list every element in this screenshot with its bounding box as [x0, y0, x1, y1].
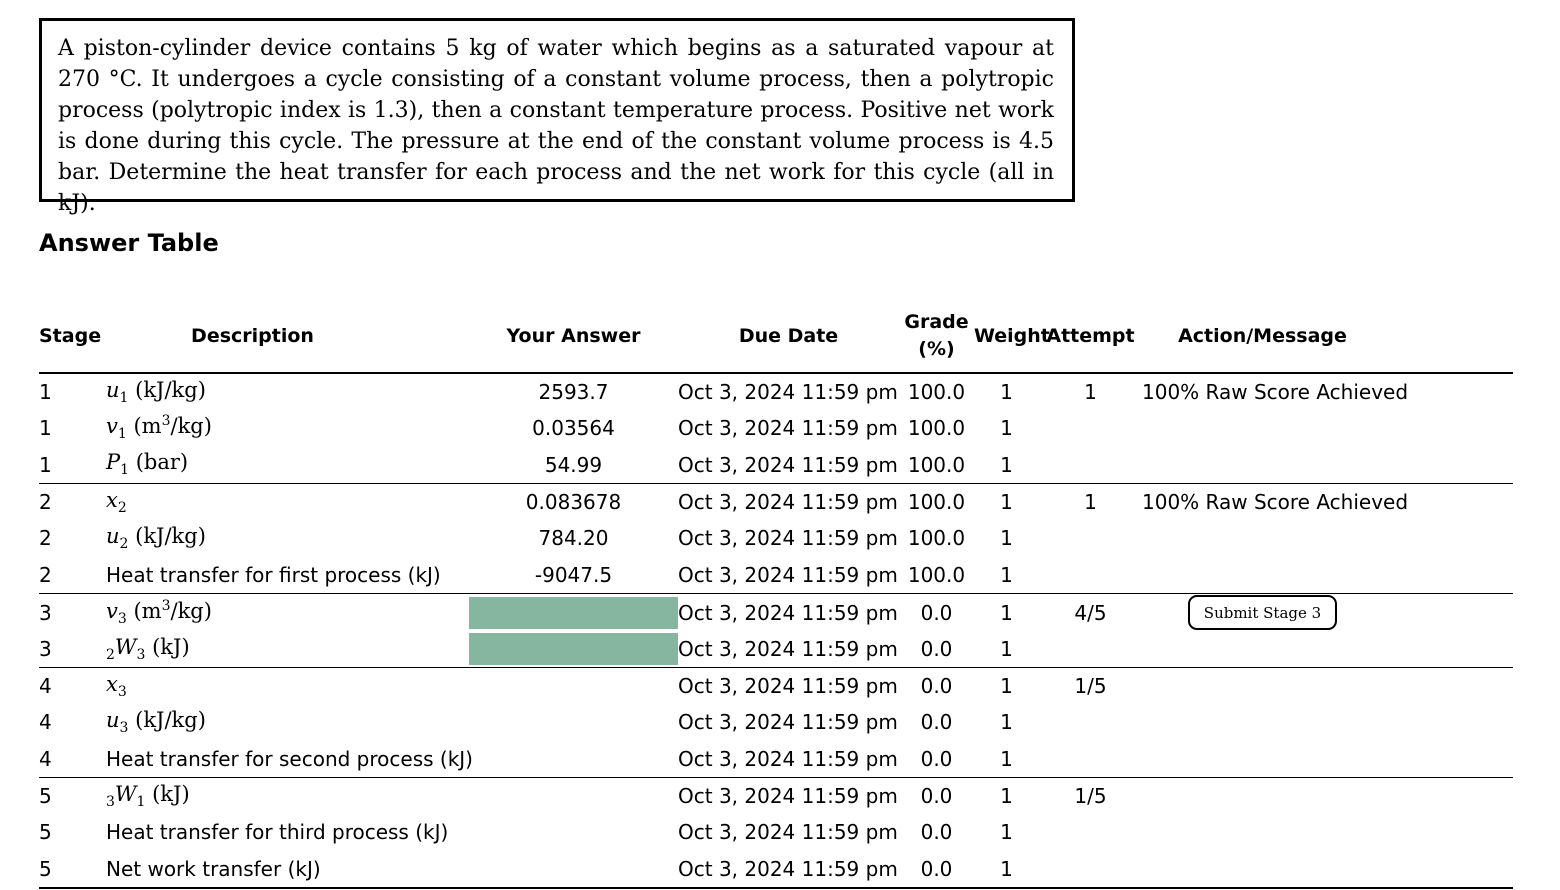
grade-cell: 0.0	[920, 637, 953, 661]
description-cell	[106, 520, 469, 556]
weight-cell: 1	[1000, 710, 1013, 734]
action-message-cell	[1142, 814, 1383, 850]
due-date-cell: Oct 3, 2024 11:59 pm	[678, 637, 898, 661]
description-subscript: 1	[120, 462, 130, 479]
your-answer-cell	[469, 814, 678, 850]
description-cell	[106, 704, 469, 740]
weight-cell: 1	[1000, 452, 1013, 477]
description-variable: x	[106, 671, 118, 696]
table-row	[39, 446, 1513, 484]
action-message-cell	[1142, 556, 1383, 594]
description-cell	[106, 410, 469, 446]
due-date-cell: Oct 3, 2024 11:59 pm	[678, 416, 898, 440]
description-math	[106, 781, 190, 811]
attempt-cell	[1039, 704, 1142, 740]
table-header-row	[39, 300, 1513, 373]
action-message-cell	[1142, 631, 1383, 668]
attempt-cell	[1039, 556, 1142, 594]
action-message-cell: 100% Raw Score Achieved	[1142, 484, 1383, 521]
stage-cell: 5	[39, 778, 106, 815]
weight-cell: 1	[974, 594, 1039, 632]
due-date-cell: Oct 3, 2024 11:59 pm	[678, 746, 898, 771]
due-date-cell: Oct 3, 2024 11:59 pm	[678, 710, 898, 734]
weight-cell: 1	[1000, 820, 1013, 844]
your-answer-cell: 0.03564	[532, 416, 615, 440]
stage-cell: 4	[39, 710, 52, 734]
description-subscript: 2	[119, 536, 129, 553]
table-row	[39, 410, 1513, 446]
description-cell: Heat transfer for first process (kJ)	[106, 562, 441, 587]
weight-cell: 1	[974, 850, 1039, 888]
header-stage: Stage	[39, 324, 102, 347]
due-date-cell: Oct 3, 2024 11:59 pm	[678, 820, 898, 844]
attempt-cell	[1039, 446, 1142, 484]
description-superscript: 3	[161, 413, 171, 430]
header-action-message: Action/Message	[1178, 324, 1347, 347]
stage-cell: 4	[39, 746, 52, 771]
description-subscript: 3	[117, 684, 127, 701]
description-subscript: 2	[117, 500, 127, 517]
problem-statement-text: A piston-cylinder device contains 5 kg of water which begins as a saturated vapour at 270 °C. It undergoes a cycle consisting of a constant volume process, then a polytropic process (polytropic index is 1.3), then a constant temperature process. Positive net work is done during this cycle. The pressure at the end of the constant volume process is 4.5 bar. Determine the heat transfer for each process and the net work for this cycle (all in kJ).	[58, 36, 1054, 216]
description-cell: Heat transfer for second process (kJ)	[106, 746, 473, 771]
description-unit-tail: /kg)	[170, 598, 212, 623]
spacer-cell	[1383, 410, 1513, 446]
attempt-cell	[1039, 850, 1142, 888]
description-unit: (kJ)	[145, 634, 190, 659]
grade-cell: 0.0	[920, 746, 953, 771]
weight-cell: 1	[1000, 526, 1013, 550]
your-answer-cell	[469, 850, 678, 888]
grade-cell: 0.0	[899, 668, 974, 705]
description-variable: W	[114, 634, 137, 659]
description-math	[106, 450, 189, 479]
description-math	[106, 487, 127, 517]
spacer-cell	[1383, 814, 1513, 850]
attempt-cell: 1/5	[1039, 778, 1142, 815]
header-attempt: Attempt	[1046, 324, 1135, 347]
action-message-cell[interactable]	[1142, 594, 1383, 632]
weight-cell: 1	[974, 668, 1039, 705]
your-answer-cell: 0.083678	[469, 484, 678, 521]
description-variable: v	[106, 414, 118, 439]
description-cell	[106, 594, 469, 632]
weight-cell: 1	[974, 778, 1039, 815]
header-weight: Weight	[974, 324, 1050, 347]
due-date-cell: Oct 3, 2024 11:59 pm	[678, 452, 898, 477]
table-row	[39, 520, 1513, 556]
grade-cell: 100.0	[907, 416, 966, 440]
description-unit-tail: /kg)	[170, 414, 212, 439]
description-subscript: 3	[117, 611, 127, 628]
your-answer-cell: 54.99	[544, 452, 603, 477]
description-math	[106, 597, 212, 628]
description-cell: Heat transfer for third process (kJ)	[106, 820, 449, 844]
stage-cell: 2	[39, 484, 106, 521]
your-answer-cell	[469, 778, 678, 815]
description-subscript: 3	[119, 720, 129, 737]
weight-cell: 1	[1000, 416, 1013, 440]
attempt-cell	[1039, 814, 1142, 850]
action-message-cell	[1142, 520, 1383, 556]
action-message-cell	[1142, 850, 1383, 888]
due-date-cell: Oct 3, 2024 11:59 pm	[678, 668, 899, 705]
your-answer-cell[interactable]	[469, 631, 678, 668]
header-description: Description	[191, 324, 314, 347]
description-unit: (kJ/kg)	[128, 707, 206, 732]
description-subscript: 1	[136, 794, 146, 811]
description-variable: u	[106, 377, 120, 402]
description-subscript: 1	[119, 390, 129, 407]
weight-cell: 1	[974, 484, 1039, 521]
stage-cell: 2	[39, 562, 52, 587]
your-answer-cell: -9047.5	[534, 562, 613, 587]
action-message-cell	[1142, 668, 1383, 705]
due-date-cell: Oct 3, 2024 11:59 pm	[678, 526, 898, 550]
spacer-cell	[1383, 740, 1513, 778]
spacer-cell	[1383, 668, 1513, 705]
grade-cell: 100.0	[907, 526, 966, 550]
stage-cell: 1	[39, 416, 52, 440]
due-date-cell: Oct 3, 2024 11:59 pm	[678, 778, 899, 815]
spacer-cell	[1383, 850, 1513, 888]
action-message-cell	[1142, 778, 1383, 815]
answer-table-title: Answer Table	[39, 229, 219, 257]
spacer-cell	[1383, 704, 1513, 740]
grade-cell: 0.0	[899, 778, 974, 815]
table-row	[39, 594, 1513, 632]
description-math	[106, 634, 190, 664]
description-math	[106, 413, 212, 443]
spacer-cell	[1383, 631, 1513, 668]
due-date-cell: Oct 3, 2024 11:59 pm	[678, 594, 899, 632]
table-row	[39, 484, 1513, 521]
description-unit: (m	[126, 598, 162, 623]
table-row	[39, 850, 1513, 888]
answer-table	[39, 300, 1513, 889]
header-your-answer: Your Answer	[506, 324, 641, 347]
your-answer-cell[interactable]	[469, 594, 678, 632]
description-unit: (kJ/kg)	[128, 523, 206, 548]
description-cell	[106, 484, 469, 521]
description-variable: u	[106, 523, 120, 548]
weight-cell: 1	[1000, 637, 1013, 661]
your-answer-cell: 784.20	[538, 526, 609, 550]
attempt-cell: 1	[1084, 380, 1097, 404]
your-answer-cell	[469, 704, 678, 740]
table-row	[39, 814, 1513, 850]
grade-cell: 100.0	[907, 380, 966, 404]
due-date-cell: Oct 3, 2024 11:59 pm	[678, 850, 899, 888]
description-cell: Net work transfer (kJ)	[106, 850, 469, 888]
attempt-cell: 1/5	[1039, 668, 1142, 705]
attempt-cell	[1039, 410, 1142, 446]
description-cell	[106, 373, 469, 410]
description-unit: (m	[126, 414, 162, 439]
grade-cell: 0.0	[920, 820, 953, 844]
grade-cell: 100.0	[907, 452, 966, 477]
description-cell	[106, 668, 469, 705]
your-answer-cell	[469, 668, 678, 705]
stage-cell: 5	[39, 850, 106, 888]
header-grade: Grade (%)	[904, 311, 969, 360]
your-answer-cell	[469, 740, 678, 778]
submit-stage-3-button[interactable]: Submit Stage 3	[1188, 595, 1337, 630]
description-cell	[106, 631, 469, 668]
description-math	[106, 523, 206, 553]
description-unit: (kJ/kg)	[128, 377, 206, 402]
due-date-cell: Oct 3, 2024 11:59 pm	[678, 484, 899, 521]
grade-cell: 0.0	[899, 850, 974, 888]
description-unit: (kJ)	[145, 781, 190, 806]
description-superscript: 3	[161, 597, 171, 614]
stage-cell: 4	[39, 668, 106, 705]
spacer-cell	[1383, 556, 1513, 594]
grade-cell: 100.0	[907, 562, 966, 587]
spacer-cell	[1383, 778, 1513, 815]
table-row	[39, 704, 1513, 740]
description-variable: x	[106, 487, 118, 512]
stage-cell: 1	[39, 452, 52, 477]
grade-cell: 100.0	[899, 484, 974, 521]
attempt-cell	[1039, 740, 1142, 778]
stage-cell: 3	[39, 637, 52, 661]
weight-cell: 1	[1000, 746, 1013, 771]
description-cell	[106, 446, 469, 484]
header-due-date: Due Date	[738, 324, 839, 347]
action-message-cell	[1142, 410, 1383, 446]
description-math	[106, 707, 206, 737]
header-spacer	[1383, 300, 1513, 373]
action-message-cell	[1142, 704, 1383, 740]
stage-cell: 5	[39, 820, 52, 844]
problem-statement-box	[39, 18, 1075, 216]
attempt-cell: 4/5	[1039, 594, 1142, 632]
stage-cell: 2	[39, 526, 52, 550]
table-row	[39, 373, 1513, 410]
grade-cell: 0.0	[899, 594, 974, 632]
action-message-cell	[1142, 446, 1383, 484]
answer-input[interactable]	[469, 633, 678, 665]
description-subscript: 1	[117, 426, 127, 443]
table-row	[39, 668, 1513, 705]
grade-cell: 0.0	[920, 710, 953, 734]
table-row	[39, 631, 1513, 668]
description-pre-subscript: 3	[106, 794, 115, 811]
your-answer-cell: 2593.7	[538, 380, 609, 404]
table-row	[39, 778, 1513, 815]
spacer-cell	[1383, 520, 1513, 556]
action-message-cell: 100% Raw Score Achieved	[1142, 380, 1409, 404]
description-pre-subscript: 2	[106, 647, 115, 664]
stage-cell: 3	[39, 594, 106, 632]
table-row	[39, 740, 1513, 778]
due-date-cell: Oct 3, 2024 11:59 pm	[678, 562, 898, 587]
description-variable: u	[106, 707, 120, 732]
answer-input[interactable]	[469, 597, 678, 629]
description-math	[106, 671, 127, 701]
spacer-cell	[1383, 446, 1513, 484]
description-subscript: 3	[136, 647, 146, 664]
due-date-cell: Oct 3, 2024 11:59 pm	[678, 380, 898, 404]
description-variable: W	[114, 781, 137, 806]
table-row	[39, 556, 1513, 594]
spacer-cell	[1383, 594, 1513, 632]
description-variable: P	[106, 450, 121, 475]
description-cell	[106, 778, 469, 815]
description-unit: (bar)	[129, 450, 189, 475]
attempt-cell: 1	[1039, 484, 1142, 521]
description-variable: v	[106, 598, 118, 623]
answer-table-body	[39, 373, 1513, 888]
stage-cell: 1	[39, 380, 52, 404]
attempt-cell	[1039, 520, 1142, 556]
action-message-cell	[1142, 740, 1383, 778]
attempt-cell	[1039, 631, 1142, 668]
description-math	[106, 377, 206, 407]
weight-cell: 1	[1000, 380, 1013, 404]
weight-cell: 1	[1000, 562, 1013, 587]
